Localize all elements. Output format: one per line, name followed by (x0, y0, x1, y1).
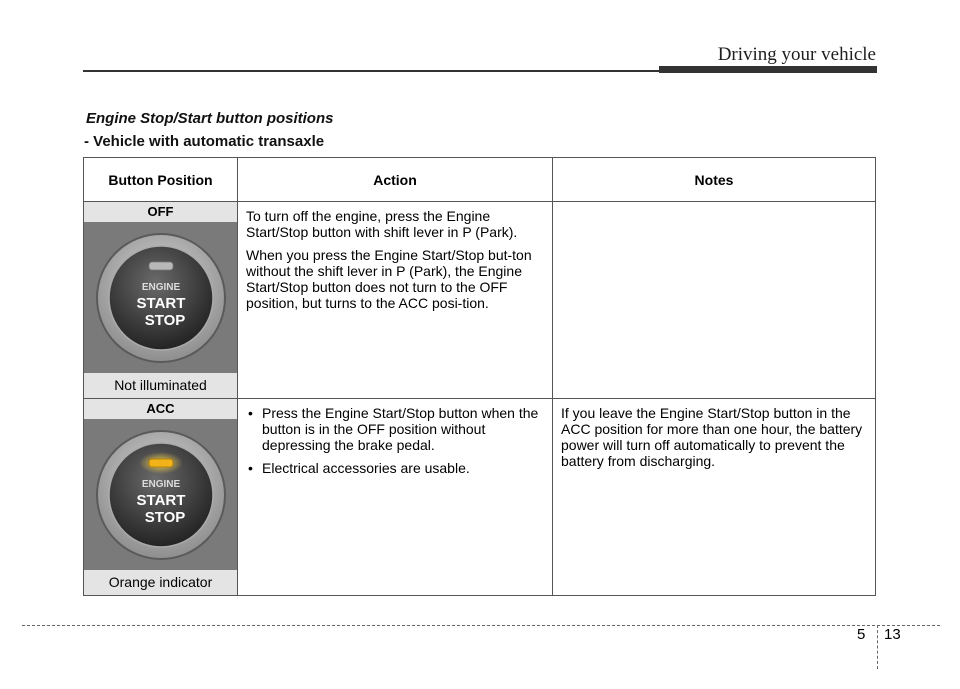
notes-text (553, 202, 875, 208)
header-bar (659, 66, 877, 73)
header-button-position: Button Position (84, 158, 238, 202)
action-bullet-list (246, 405, 546, 476)
position-cell (84, 202, 238, 399)
list-item: • Electrical accessories are usable. (246, 460, 546, 476)
notes-cell (553, 202, 876, 399)
action-paragraph: To turn off the engine, press the Engine Start/Stop button with shift lever in P (Park). (246, 208, 518, 240)
page-number: 13 (884, 626, 901, 643)
indicator-light (149, 459, 173, 467)
position-label: OFF (147, 204, 174, 219)
position-label: ACC (146, 401, 175, 416)
table-row (84, 202, 876, 399)
button-text-stop: STOP (144, 311, 185, 329)
button-text-start: START (136, 491, 185, 509)
position-caption: Not illuminated (114, 377, 207, 393)
button-text-start: START (136, 294, 185, 312)
position-caption: Orange indicator (108, 574, 213, 590)
notes-text: If you leave the Engine Start/Stop button in the ACC position for more than one hour, the battery power will turn off automatically to prevent the battery from discharging. (561, 405, 863, 469)
header-action: Action (238, 158, 553, 202)
footer-divider (877, 625, 878, 669)
table-header-row (84, 158, 876, 202)
notes-cell (553, 399, 876, 596)
start-stop-button-icon (91, 425, 231, 565)
action-paragraph: When you press the Engine Start/Stop but-ton without the shift lever in P (Park), the Engine Start/Stop button does not turn to the OFF position, but turns to the ACC posi-tion. (246, 247, 532, 311)
header-rule (83, 70, 660, 72)
action-cell (238, 202, 553, 399)
button-photo (84, 419, 237, 570)
section-subtitle: - Vehicle with automatic transaxle (84, 133, 325, 150)
chapter-number: 5 (857, 626, 866, 643)
table-row (84, 399, 876, 596)
button-text-engine: ENGINE (141, 478, 180, 490)
button-text-engine: ENGINE (141, 281, 180, 293)
list-item: • Press the Engine Start/Stop button when the button is in the OFF position without depressing the brake pedal. (246, 405, 546, 453)
running-header: Driving your vehicle (717, 44, 876, 65)
footer-rule (22, 625, 940, 626)
position-cell (84, 399, 238, 596)
header-notes: Notes (553, 158, 876, 202)
button-photo (84, 222, 237, 373)
start-stop-button-icon (91, 228, 231, 368)
section-title: Engine Stop/Start button positions (86, 110, 334, 127)
action-cell (238, 399, 553, 596)
indicator-light (149, 262, 173, 270)
button-positions-table (83, 157, 876, 596)
button-text-stop: STOP (144, 508, 185, 526)
